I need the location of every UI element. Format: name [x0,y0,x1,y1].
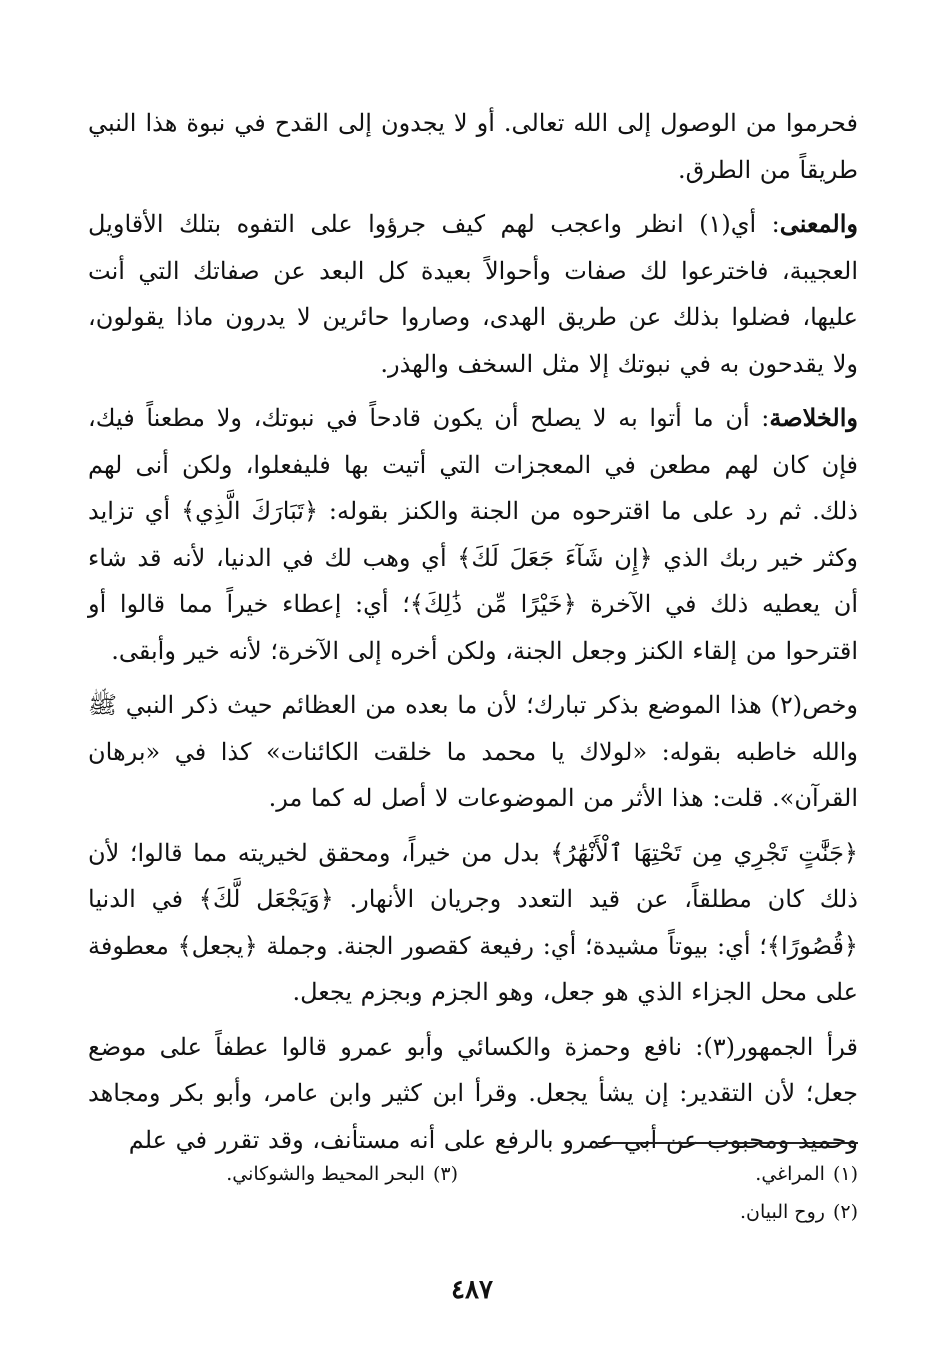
footnote-number: (١) [832,1163,858,1185]
paragraph-lead: والخلاصة [769,403,858,432]
paragraph-5 [88,830,858,1016]
paragraph-1 [88,100,858,193]
paragraph-4 [88,682,858,822]
footnote-number: (٢) [832,1201,858,1223]
paragraph-text: ﴿جَنَّٰتٍ تَجْرِي مِن تَحْتِهَا ٱلْأَنْهَٰرُ﴾ بدل من خيراً، ومحقق لخيريته مما قالوا؛ لأن ذلك كان مطلقاً، عن قيد التعدد وجريان الأنهار. ﴿وَيَجْعَل لَّكَ﴾ في الدنيا ﴿قُصُورًا﴾؛ أي: بيوتاً مشيدة؛ أي: رفيعة كقصور الجنة. وجملة ﴿يجعل﴾ معطوفة على محل الجزاء الذي هو جعل، وهو الجزم وبجزم يجعل. [88,838,858,1006]
footnote-number: (٣) [432,1163,458,1185]
paragraph-summary [88,395,858,674]
paragraph-text: وخص(٢) هذا الموضع بذكر تبارك؛ لأن ما بعده من العظائم حيث ذكر النبي ﷺ والله خاطبه بقوله: «لولاك يا محمد ما خلقت الكائنات» كذا في «برهان القرآن». قلت: هذا الأثر من الموضوعات لا أصل له كما مر. [88,691,858,812]
footnote-text: البحر المحيط والشوكاني. [226,1163,425,1185]
paragraph-text: فحرموا من الوصول إلى الله تعالى. أو لا يجدون إلى القدح في نبوة هذا النبي طريقاً من الطرق. [88,109,858,184]
footnote-1 [755,1160,858,1188]
footnote-2 [740,1198,858,1226]
footnote-3 [226,1160,458,1188]
footnote-text: المراغي. [755,1163,825,1185]
paragraph-lead: والمعنى [779,209,858,238]
footnote-text: روح البيان. [739,1201,825,1223]
paragraph-text: : أي(١) انظر واعجب لهم كيف جرؤوا على التفوه بتلك الأقاويل العجيبة، فاخترعوا لك صفات وأحوالاً بعيدة كل البعد عن صفاتك التي أنت عليها، فضلوا بذلك عن طريق الهدى، وصاروا حائرين لا يدرون ماذا يقولون، ولا يقدحون به في نبوتك إلا مثل السخف والهذر. [88,210,859,378]
paragraph-text: قرأ الجمهور(٣): نافع وحمزة والكسائي وأبو عمرو قالوا عطفاً على موضع جعل؛ لأن التقدير: إن يشأ يجعل. وقرأ ابن كثير وابن عامر، وأبو بكر ومجاهد وحميد ومحبوب عن أبي عمرو بالرفع على أنه مستأنف، وقد تقرر في علم [88,1032,858,1154]
paragraph-meaning [88,201,858,387]
footnote-divider [598,1142,858,1144]
paragraph-text: : أن ما أتوا به لا يصلح أن يكون قادحاً في نبوتك، ولا مطعناً فيك، فإن كان لهم مطعن في المعجزات التي أتيت بها فليفعلوا، ولكن أنى لهم ذلك. ثم رد على ما اقترحوه من الجنة والكنز بقوله: ﴿تَبَارَكَ الَّذِي﴾ أي تزايد وكثر خير ربك الذي ﴿إِن شَآءَ جَعَلَ لَكَ﴾ أي وهب لك في الدنيا، لأنه قد شاء أن يعطيه ذلك في الآخرة ﴿خَيْرًا مِّن ذَٰلِكَ﴾؛ أي: إعطاء خيراً مما قالوا أو اقترحوا من إلقاء الكنز وجعل الجنة، ولكن أخره إلى الآخرة؛ لأنه خير وأبقى. [88,404,858,665]
page-number: ٤٨٧ [451,1275,493,1305]
